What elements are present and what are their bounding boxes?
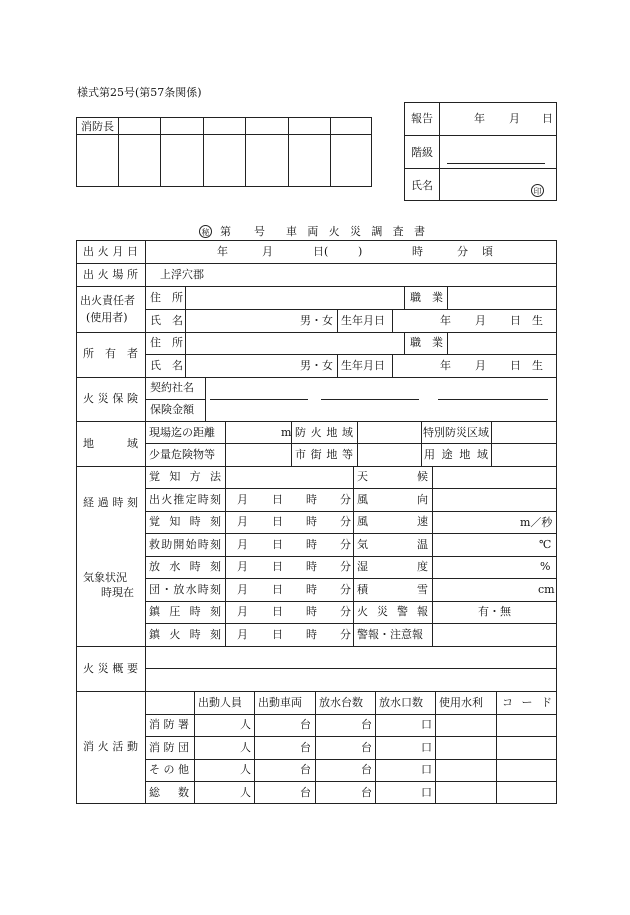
fire-date-minute: 分: [457, 245, 468, 258]
form-id: 様式第25号(第57条関係): [77, 86, 202, 99]
timeline-item-recognition-method: 覚 知 方 法: [149, 470, 221, 483]
owner-birth-day: 日 生: [510, 359, 543, 372]
temperature-unit: ℃: [539, 538, 552, 551]
owner-label: 所 有 者: [83, 347, 138, 360]
header-nozzles: 放水口数: [379, 696, 423, 709]
unit-nozzle: 口: [421, 741, 432, 754]
area-distance-label: 現場迄の距離: [149, 426, 215, 439]
area-fire-zone-label: 防 火 地 域: [295, 426, 353, 439]
responsible-birth-month: 月: [475, 314, 486, 327]
time-hour: 時: [306, 538, 317, 551]
unit-person: 人: [240, 763, 251, 776]
unit-nozzle: 口: [421, 763, 432, 776]
time-minute: 分: [340, 628, 351, 641]
unit-discharge: 台: [361, 741, 372, 754]
time-day: 日: [272, 560, 283, 573]
responsible-occupation-label: 職 業: [410, 291, 443, 304]
area-special-zone-label: 特別防災区域: [423, 426, 489, 439]
unit-vehicle: 台: [300, 786, 311, 799]
header-code: コ ー ド: [502, 696, 552, 709]
area-city-zone-label: 市 街 地 等: [295, 448, 353, 461]
time-hour: 時: [306, 493, 317, 506]
header-water-source: 使用水利: [439, 696, 483, 709]
snowfall-unit: cm: [538, 583, 555, 596]
row-fire-corps: 消 防 団: [149, 741, 189, 754]
owner-gender: 男・女: [300, 359, 333, 372]
owner-occupation-label: 職 業: [410, 336, 443, 349]
owner-address-label: 住 所: [150, 336, 183, 349]
time-month: 月: [237, 583, 248, 596]
responsible-name-label: 氏 名: [150, 314, 183, 327]
header-vehicles: 出動車両: [258, 696, 302, 709]
time-hour: 時: [306, 628, 317, 641]
owner-birth-month: 月: [475, 359, 486, 372]
current-time-label: 時現在: [101, 586, 134, 599]
fire-date-paren: ): [358, 245, 363, 258]
row-others: そ の 他: [149, 763, 189, 776]
humidity-unit: %: [540, 560, 551, 573]
unit-person: 人: [240, 718, 251, 731]
timeline-item-recognition-time: 覚 知 時 刻: [149, 515, 221, 528]
activity-label: 消 火 活 動: [83, 740, 138, 753]
responsible-birth-day: 日 生: [510, 314, 543, 327]
title-go: 号: [254, 225, 265, 238]
owner-birth-year: 年: [440, 359, 451, 372]
rank-label: 階級: [411, 146, 433, 159]
rank-line: [447, 163, 545, 164]
time-month: 月: [237, 493, 248, 506]
overview-label: 火 災 概 要: [83, 662, 138, 675]
responsible-birth-year: 年: [440, 314, 451, 327]
time-hour: 時: [306, 583, 317, 596]
timeline-item-water-discharge: 放 水 時 刻: [149, 560, 221, 573]
header-personnel: 出動人員: [198, 696, 242, 709]
report-day: 日: [542, 112, 553, 125]
insurance-line-2: [321, 399, 419, 400]
timeline-label: 経 過 時 刻: [83, 496, 138, 509]
time-month: 月: [237, 515, 248, 528]
fire-date-day: 日(: [313, 245, 329, 258]
wind-speed-label: 風 速: [357, 515, 428, 528]
fire-date-approx: 頃: [482, 245, 493, 258]
fire-date-label: 出 火 月 日: [83, 245, 138, 258]
report-month: 月: [509, 112, 520, 125]
fire-alarm-label: 火 災 警 報: [357, 605, 428, 618]
owner-birth-label: 生年月日: [341, 359, 385, 372]
insurance-line-3: [438, 399, 548, 400]
responsible-address-label: 住 所: [150, 291, 183, 304]
responsible-label: 出火責任者: [80, 294, 135, 307]
unit-person: 人: [240, 741, 251, 754]
insurance-company-label: 契約社名: [150, 381, 194, 394]
fire-place-value: 上浮穴郡: [160, 268, 204, 281]
temperature-label: 気 温: [357, 538, 428, 551]
time-month: 月: [237, 560, 248, 573]
timeline-item-estimated-ignition: 出 火 推 定 時 刻: [149, 493, 221, 506]
area-hazard-label: 少量危険物等: [149, 448, 215, 461]
snowfall-label: 積 雪: [357, 583, 428, 596]
time-day: 日: [272, 515, 283, 528]
time-minute: 分: [340, 493, 351, 506]
time-minute: 分: [340, 560, 351, 573]
area-distance-unit: m: [281, 426, 292, 439]
title-dai: 第: [220, 225, 231, 238]
time-day: 日: [272, 605, 283, 618]
time-day: 日: [272, 538, 283, 551]
unit-discharge: 台: [361, 718, 372, 731]
time-month: 月: [237, 538, 248, 551]
fire-place-label: 出 火 場 所: [83, 268, 138, 281]
page-title: 車 両 火 災 調 査 書: [286, 225, 425, 238]
insurance-label: 火 災 保 険: [83, 392, 138, 405]
area-label: 地 域: [83, 437, 138, 450]
time-month: 月: [237, 605, 248, 618]
time-hour: 時: [306, 605, 317, 618]
fire-alarm-value: 有・無: [478, 605, 511, 618]
timeline-item-extinguished: 鎮 火 時 刻: [149, 628, 221, 641]
weather-label: 気象状況: [83, 571, 127, 584]
unit-person: 人: [240, 786, 251, 799]
timeline-item-rescue-start: 救 助 開 始 時 刻: [149, 538, 221, 551]
timeline-item-corps-discharge: 団 ・ 放 水 時 刻: [149, 583, 221, 596]
unit-vehicle: 台: [300, 741, 311, 754]
responsible-gender: 男・女: [300, 314, 333, 327]
fire-date-hour: 時: [412, 245, 423, 258]
row-fire-station: 消 防 署: [149, 718, 189, 731]
time-day: 日: [272, 583, 283, 596]
insurance-line-1: [210, 399, 308, 400]
unit-vehicle: 台: [300, 763, 311, 776]
row-total: 総 数: [149, 786, 189, 799]
time-minute: 分: [340, 515, 351, 528]
wind-speed-unit: m／秒: [520, 516, 553, 529]
header-discharge-units: 放水台数: [319, 696, 363, 709]
responsible-birth-label: 生年月日: [341, 314, 385, 327]
time-day: 日: [272, 493, 283, 506]
insurance-amount-label: 保険金額: [150, 403, 194, 416]
time-minute: 分: [340, 605, 351, 618]
time-hour: 時: [306, 560, 317, 573]
time-minute: 分: [340, 538, 351, 551]
unit-nozzle: 口: [421, 786, 432, 799]
warning-advisory-label: 警報・注意報: [357, 628, 423, 641]
humidity-label: 湿 度: [357, 560, 428, 573]
time-day: 日: [272, 628, 283, 641]
time-month: 月: [237, 628, 248, 641]
time-minute: 分: [340, 583, 351, 596]
time-hour: 時: [306, 515, 317, 528]
report-year: 年: [474, 112, 485, 125]
wind-direction-label: 風 向: [357, 493, 428, 506]
unit-vehicle: 台: [300, 718, 311, 731]
fire-date-month: 月: [262, 245, 273, 258]
owner-name-label: 氏 名: [150, 359, 183, 372]
fire-date-year: 年: [217, 245, 228, 258]
name-label: 氏名: [411, 179, 433, 192]
seal-mark: 印: [531, 184, 544, 197]
responsible-sub: (使用者): [86, 311, 128, 324]
unit-nozzle: 口: [421, 718, 432, 731]
report-label: 報告: [411, 112, 433, 125]
chief-label: 消防長: [81, 120, 114, 133]
area-use-zone-label: 用 途 地 域: [424, 448, 488, 461]
timeline-item-suppression: 鎮 圧 時 刻: [149, 605, 221, 618]
unit-discharge: 台: [361, 763, 372, 776]
secret-mark: 秘: [199, 225, 212, 238]
unit-discharge: 台: [361, 786, 372, 799]
weather-condition-label: 天 候: [357, 470, 428, 483]
